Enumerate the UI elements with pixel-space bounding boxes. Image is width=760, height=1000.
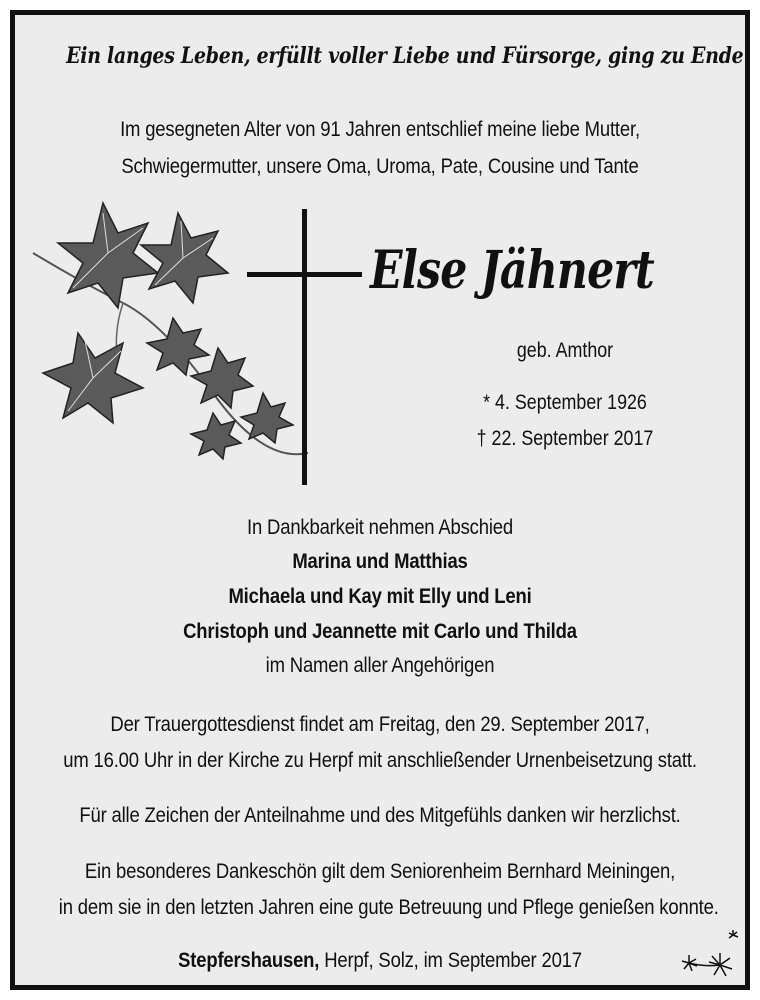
place-rest: Herpf, Solz, im September 2017 <box>319 949 582 972</box>
farewell-closing: im Namen aller Angehörigen <box>265 654 495 677</box>
obituary-notice <box>10 10 750 990</box>
intro-line-1: Im gesegneten Alter von 91 Jahren entschlief meine liebe Mutter, <box>120 118 640 141</box>
death-date: † 22. September 2017 <box>476 427 654 450</box>
cross-symbol <box>247 209 367 489</box>
birth-name: geb. Amthor <box>516 339 614 362</box>
place-town: Stepfershausen, <box>178 949 320 972</box>
mourner-line-2: Michaela und Kay mit Elly und Leni <box>228 585 532 608</box>
motto-heading: Ein langes Leben, erfüllt voller Liebe und Fürsorge, ging zu Ende. <box>66 43 750 69</box>
special-thanks-line-2: in dem sie in den letzten Jahren eine gute Betreuung und Pflege genießen konnte. <box>58 896 719 919</box>
deceased-name: Else Jähnert <box>370 240 654 301</box>
special-thanks-line-1: Ein besonderes Dankeschön gilt dem Seniorenheim Bernhard Meiningen, <box>84 860 676 883</box>
mourner-line-1: Marina und Matthias <box>292 550 468 573</box>
thanks-line: Für alle Zeichen der Anteilnahme und des Mitgefühls danken wir herzlichst. <box>79 804 681 827</box>
mourner-line-3: Christoph und Jeannette mit Carlo und Thilda <box>183 620 577 643</box>
place-date-line <box>59 948 701 974</box>
intro-line-2: Schwiegermutter, unsere Oma, Uroma, Pate, Cousine und Tante <box>121 155 639 178</box>
service-line-2: um 16.00 Uhr in der Kirche zu Herpf mit anschließender Urnenbeisetzung statt. <box>63 749 697 772</box>
farewell-intro: In Dankbarkeit nehmen Abschied <box>247 516 513 539</box>
birth-date: * 4. September 1926 <box>483 391 647 414</box>
flower-ornament-icon <box>675 925 745 985</box>
service-line-1: Der Trauergottesdienst findet am Freitag, den 29. September 2017, <box>110 713 650 736</box>
